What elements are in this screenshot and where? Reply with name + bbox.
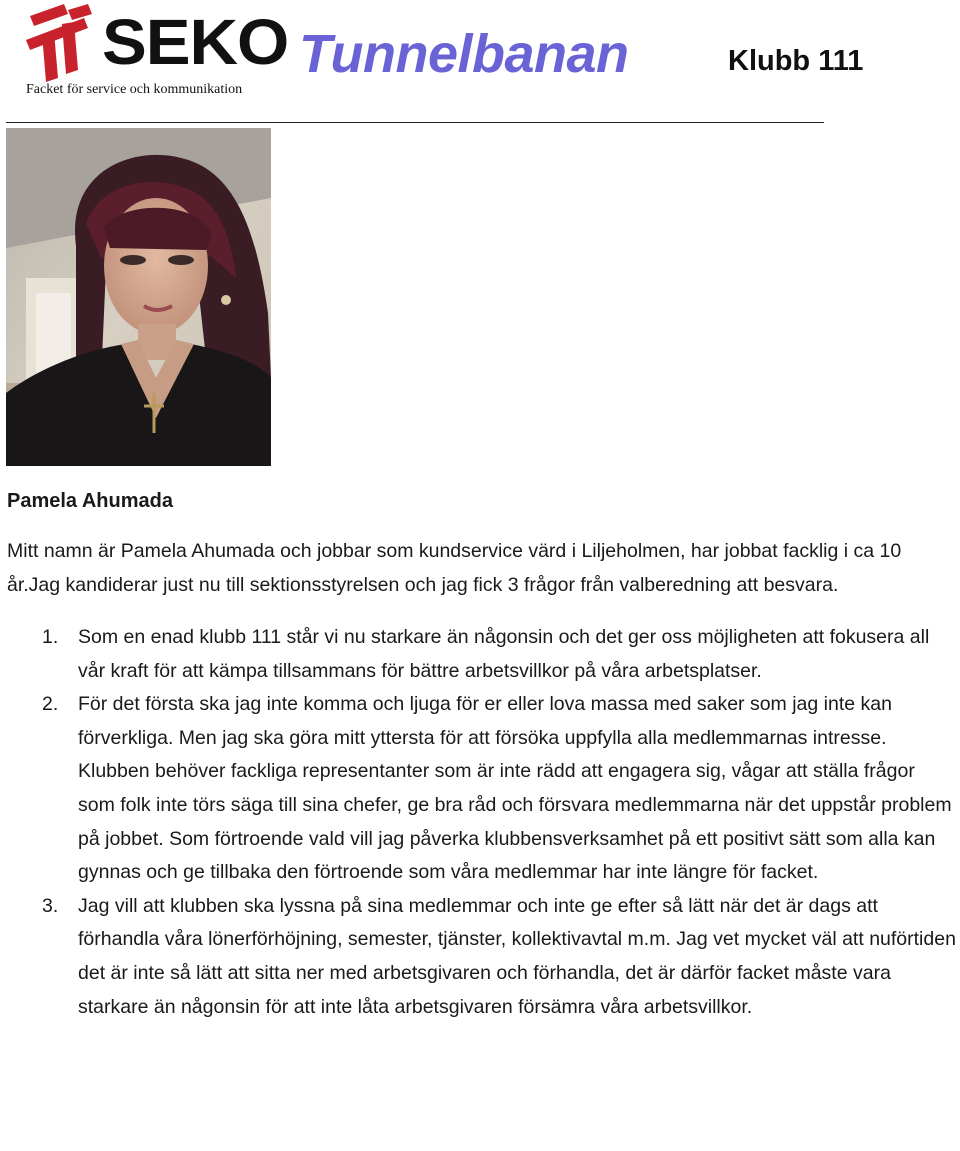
answer-item: [7, 621, 957, 688]
answer-item: [7, 890, 957, 1024]
answer-text: För det första ska jag inte komma och ljuga för er eller lova massa med saker som jag inte kan förverkliga. Men jag ska göra mitt yttersta för att försöka uppfylla alla medlemmarnas intresse. Klubben behöver fackliga representanter som är inte rädd att engagera sig, vågar att ställa frågor som folk inte törs säga till sina chefer, ge bra råd och försvara medlemmarna när det uppstår problem på jobbet. Som förtroende vald vill jag påverka klubbensverksamhet på ett positivt sätt som alla kan gynnas och ge tillbaka den förtroende som våra medlemmar har inte längre för facket.: [78, 693, 952, 884]
brand-title: Tunnelbanan: [299, 24, 629, 84]
letterhead: [24, 0, 924, 105]
candidate-article: [7, 486, 957, 1024]
answers-list: [7, 621, 957, 1024]
answer-item: [7, 688, 957, 890]
answer-number: 3.: [42, 894, 59, 917]
portrait-photo: [6, 128, 271, 466]
candidate-intro: Mitt namn är Pamela Ahumada och jobbar som kundservice värd i Liljeholmen, har jobbat facklig i ca 10 år.Jag kandiderar just nu till sektionsstyrelsen och jag fick 3 frågor från valberedning att besvara.: [7, 540, 902, 596]
seko-logo-icon: [24, 4, 96, 82]
candidate-name: Pamela Ahumada: [7, 490, 173, 512]
answer-number: 1.: [42, 626, 59, 648]
club-name: Klubb 111: [728, 45, 864, 77]
answer-text: Som en enad klubb 111 står vi nu starkare än någonsin och det ger oss möjligheten att fokusera all vår kraft för att kämpa tillsammans för bättre arbetsvillkor på våra arbetsplatser.: [78, 626, 930, 682]
header-divider: [6, 122, 824, 123]
logo-wordmark: SEKO: [102, 6, 289, 78]
answer-text: Jag vill att klubben ska lyssna på sina medlemmar och inte ge efter så lätt när det är dags att förhandla våra lönerförhöjning, semester, tjänster, kollektivavtal m.m. Jag vet mycket väl att nuförtiden det är inte så lätt att sitta ner med arbetsgivaren och förhandla, det är därför facket måste vara starkare än någonsin för att inte låta arbetsgivaren försämra våra arbetsvillkor.: [78, 894, 956, 1018]
answer-number: 2.: [42, 693, 59, 716]
logo-tagline: Facket för service och kommunikation: [26, 82, 243, 97]
